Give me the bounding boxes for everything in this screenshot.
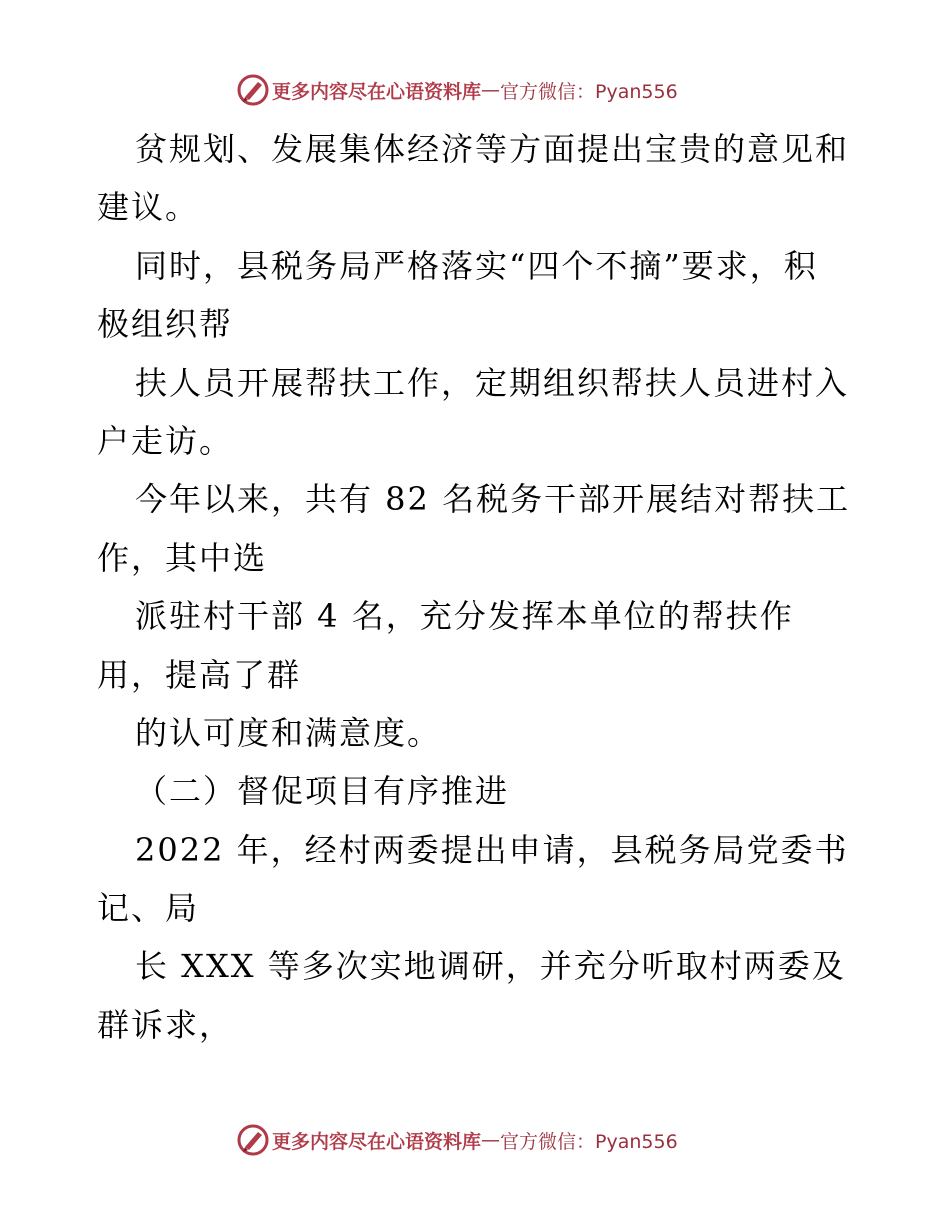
paragraph-line: 的认可度和满意度。 [135,713,442,752]
footer-watermark [236,1123,678,1157]
paragraph-line: 作，其中选 [97,538,268,577]
watermark-separator: — [481,1129,501,1151]
watermark-text: 更多内容尽在心语资料库 [272,1130,482,1153]
watermark-separator: — [481,79,501,101]
paragraph-line: 今年以来，共有 82 名税务干部开展结对帮扶工 [135,480,851,519]
paragraph-line: 用，提高了群 [97,655,302,694]
pen-seal-icon [236,1123,270,1157]
paragraph-line: 派驻村干部 4 名，充分发挥本单位的帮扶作 [135,597,794,636]
paragraph-line: 同时，县税务局严格落实“四个不摘”要求，积 [135,246,818,285]
paragraph-line: 扶人员开展帮扶工作，定期组织帮扶人员进村入 [135,363,850,402]
document-body [97,120,857,1054]
paragraph-line: 长 XXX 等多次实地调研，并充分听取村两委及 [135,947,846,986]
paragraph-line: 贫规划、发展集体经济等方面提出宝贵的意见和 [135,130,850,168]
paragraph-line: 记、局 [97,889,200,928]
paragraph-line: 群诉求， [97,1005,234,1044]
watermark-contact: 官方微信：Pyan556 [500,80,678,103]
pen-seal-icon [236,73,270,107]
paragraph-line: 2022 年，经村两委提出申请，县税务局党委书 [135,830,849,869]
watermark-text: 更多内容尽在心语资料库 [272,80,482,103]
watermark-contact: 官方微信：Pyan556 [500,1130,678,1153]
paragraph-line: 建议。 [97,188,200,227]
paragraph-line: 极组织帮 [97,305,234,344]
section-heading: （二）督促项目有序推进 [135,772,510,811]
header-watermark [236,73,678,107]
paragraph-line: 户走访。 [97,421,234,460]
